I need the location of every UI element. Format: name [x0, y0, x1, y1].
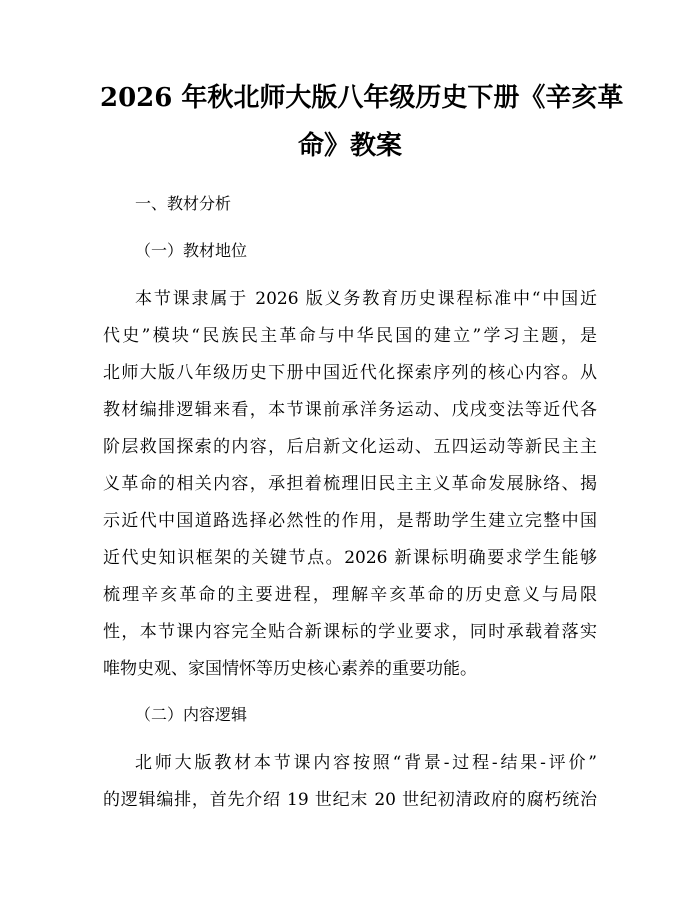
paragraph-1-line: 义革命的相关内容，承担着梳理旧民主主义革命发展脉络、揭 — [103, 474, 597, 494]
subsection-heading-2: （二）内容逻辑 — [135, 705, 248, 724]
document-title-line-1: 2026 年秋北师大版八年级历史下册《辛亥革 — [100, 83, 624, 113]
paragraph-1-line: 唯物史观、家国情怀等历史核心素养的重要功能。 — [103, 659, 477, 679]
paragraph-1-line: 教材编排逻辑来看，本节课前承洋务运动、戊戌变法等近代各 — [103, 400, 597, 420]
paragraph-1-line: 北师大版八年级历史下册中国近代化探索序列的核心内容。从 — [103, 363, 597, 383]
paragraph-1-line: 阶层救国探索的内容，后启新文化运动、五四运动等新民主主 — [103, 437, 597, 457]
paragraph-1-line: 本节课隶属于 2026 版义务教育历史课程标准中“中国近 — [135, 289, 597, 309]
subsection-heading-1: （一）教材地位 — [135, 241, 248, 260]
paragraph-1-line: 代史”模块“民族民主革命与中华民国的建立”学习主题，是 — [103, 326, 597, 346]
paragraph-2-line: 北师大版教材本节课内容按照“背景-过程-结果-评价” — [135, 753, 597, 773]
paragraph-1-line: 性，本节课内容完全贴合新课标的学业要求，同时承载着落实 — [103, 622, 597, 642]
paragraph-1-line: 示近代中国道路选择必然性的作用，是帮助学生建立完整中国 — [103, 511, 597, 531]
document-title-line-2: 命》教案 — [297, 131, 402, 161]
paragraph-1-line: 梳理辛亥革命的主要进程，理解辛亥革命的历史意义与局限 — [103, 585, 597, 605]
paragraph-1-line: 近代史知识框架的关键节点。2026 新课标明确要求学生能够 — [103, 548, 597, 568]
paragraph-2-line: 的逻辑编排，首先介绍 19 世纪末 20 世纪初清政府的腐朽统治 — [103, 790, 597, 810]
section-heading: 一、教材分析 — [135, 194, 232, 213]
